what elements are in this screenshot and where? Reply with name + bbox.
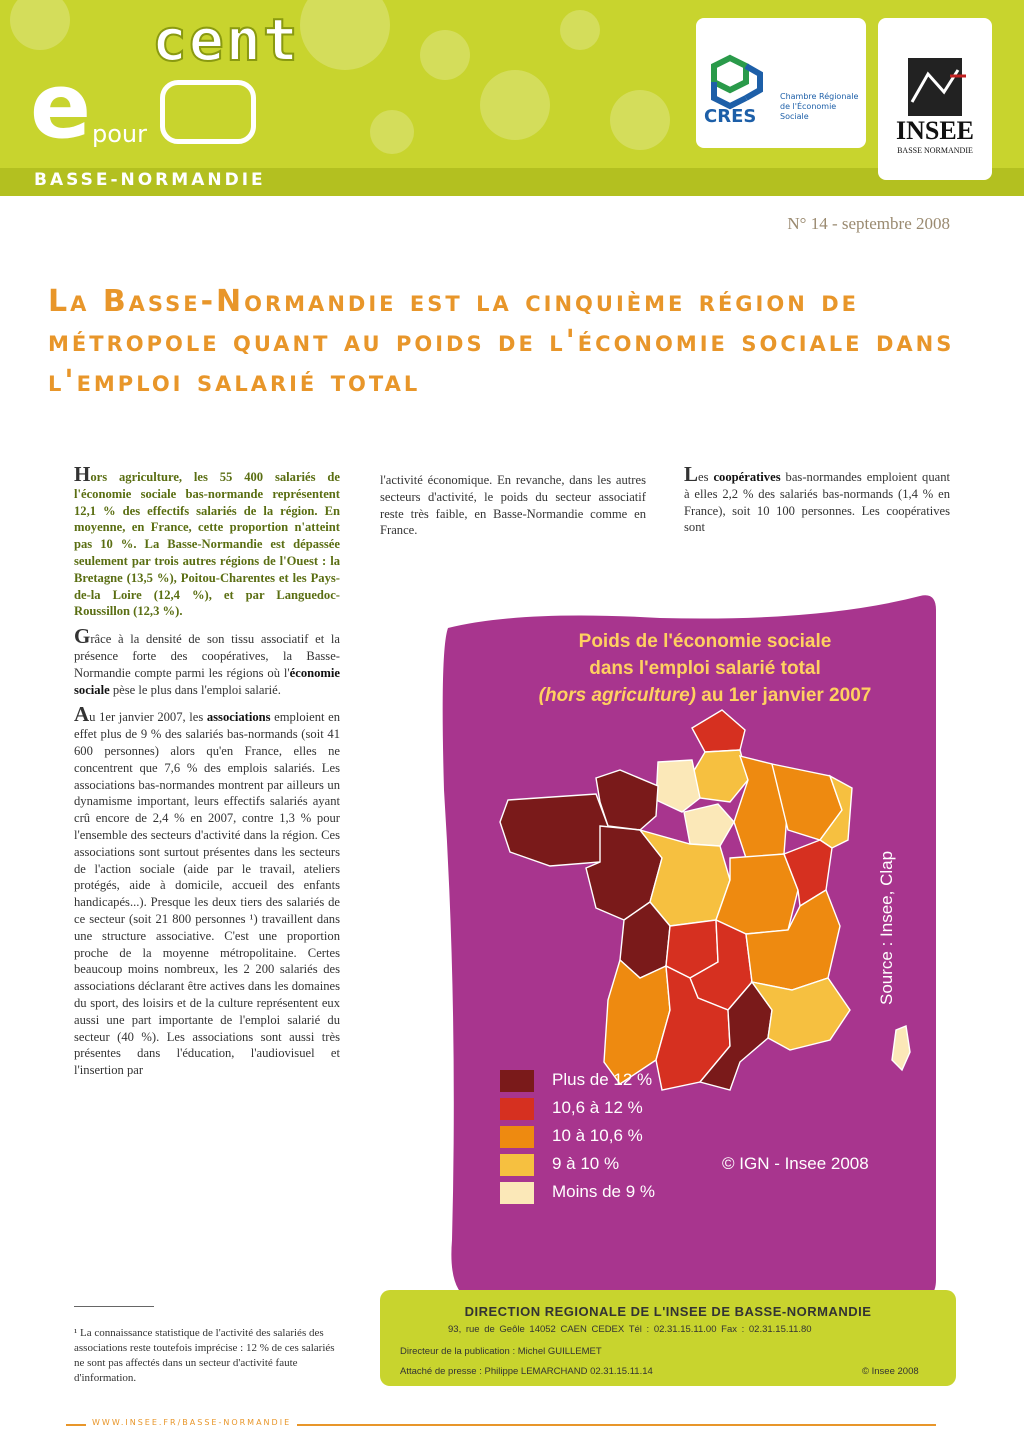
paragraph: l'activité économique. En revanche, dans les autres secteurs d'activité, le poids du secteur associatif reste très faible, en Basse-Normandie comme en France.: [380, 473, 646, 538]
bold-term: associations: [206, 710, 271, 725]
cres-logo: [696, 18, 866, 148]
drop-cap: L: [684, 462, 699, 486]
logo-e: e: [30, 54, 92, 159]
website-link[interactable]: WWW.INSEE.FR/BASSE-NORMANDIE: [86, 1418, 297, 1427]
footnote-divider: [74, 1306, 154, 1307]
logo-cent: cent: [152, 6, 300, 74]
insee-emblem-icon: [900, 52, 970, 122]
lead-text: ors agriculture, les 55 400 salariés de l'économie sociale bas-normande représentent 12,1 % des effectifs salariés de la région. En moyenne, en France, cette proportion n'atteint pas 10 %. La Basse-Normandie est dépassée seulement par trois autres régions de l'Ouest : la Bretagne (13,5 %), Poitou-Charentes et les Pays-de-la Loire (12,4 %), et par Languedoc-Roussillon (12,3 %).: [74, 470, 340, 619]
legend-swatch: [500, 1154, 534, 1176]
logo-pour: pour: [92, 120, 147, 148]
legend-swatch: [500, 1070, 534, 1092]
map-title-italic: (hors agriculture): [538, 685, 696, 706]
drop-cap: H: [74, 462, 91, 486]
map-source: Source : Insee, Clap: [877, 850, 896, 1005]
legend-swatch: [500, 1182, 534, 1204]
legend-label: 10 à 10,6 %: [552, 1126, 643, 1145]
bold-term: coopératives: [713, 470, 781, 484]
cres-description: Chambre Régionale de l'Économie Sociale: [780, 92, 859, 121]
footer-copyright: © Insee 2008: [862, 1366, 919, 1377]
map-copyright: © IGN - Insee 2008: [722, 1154, 869, 1173]
paragraph-text: bas-normandes emploient quant à elles 2,2 % des salariés bas-normands (1,4 % en France), soit 10 100 personnes. Les coopératives sont: [684, 470, 951, 535]
lead-paragraph: [74, 462, 340, 620]
map-title-line: [505, 682, 905, 709]
map-title-date: au 1er janvier 2007: [695, 685, 872, 706]
legend-label: Moins de 9 %: [552, 1182, 655, 1201]
paragraph: [684, 462, 951, 536]
paragraph-text: emploient en effet plus de 9 % des salariés bas-normands (soit 41 600 personnes) alors qu'en France, elles ne concentrent que 7,6 % des emplois salariés. Les associations bas-normandes montrent par ailleurs un dynamisme important, leurs effectifs salariés ayant crû encore de 2,4 % en 2007, contre 1,3 % pour l'ensemble des secteurs d'activité dans la région. Ces associations sont surtout présentes dans les secteurs de l'action sociale (aide par le travail, ateliers protégés, aide à domicile, accueil des enfants handicapés...). Presque les deux tiers des salariés de ce secteur (soit 21 800 personnes ¹) travaillent dans une structure associative. C'est une proportion proche de la moyenne métropolitaine. Certes beaucoup moins nombreux, les 2 200 salariés des associations déclarant être actives dans les domaines du sport, des loisirs et de la culture représentent eux aussi une part importante de l'emploi salarié du secteur (40 %). Les associations sont aussi très présentes dans l'éducation, l'audiovisuel et l'insertion par: [74, 710, 340, 1078]
paragraph-text: râce à la densité de son tissu associatif et la présence forte des coopératives, la Basse-Normandie compte parmi les régions où l': [74, 632, 340, 680]
logo-mark: [160, 80, 256, 144]
insee-logo: [878, 18, 992, 180]
page-title: La Basse-Normandie est la cinquième région de métropole quant au poids de l'économie sociale dans l'emploi salarié total: [48, 284, 955, 399]
contact-title: DIRECTION REGIONALE DE L'INSEE DE BASSE-NORMANDIE: [464, 1304, 872, 1319]
footnote: ¹ La connaissance statistique de l'activité des salariés des associations reste toutefois imprécise : 12 % de ces salariés ne sont pas affectés dans un secteur d'activité faute d'information.: [74, 1327, 335, 1384]
legend-swatch: [500, 1098, 534, 1120]
insee-subtitle: BASSE NORMANDIE: [897, 146, 973, 155]
map-title-line: dans l'emploi salarié total: [589, 658, 821, 679]
drop-cap: A: [74, 702, 90, 727]
press-attache: Attaché de presse : Philippe LEMARCHAND 02.31.15.11.14: [400, 1366, 653, 1377]
legend-label: 9 à 10 %: [552, 1154, 620, 1173]
drop-cap: G: [74, 624, 91, 649]
legend-swatch: [500, 1126, 534, 1148]
contact-address: 93, rue de Geôle 14052 CAEN CEDEX Tél : 02.31.15.11.00 Fax : 02.31.15.11.80: [448, 1324, 812, 1335]
issue-number: N° 14 - septembre 2008: [787, 214, 950, 233]
bold-term: économie sociale: [74, 665, 340, 697]
legend-label: 10,6 à 12 %: [552, 1098, 643, 1117]
cres-name: CRES: [704, 106, 757, 127]
paragraph: [74, 624, 340, 698]
legend-label: Plus de 12 %: [552, 1070, 653, 1089]
paragraph-text: u 1er janvier 2007, les: [89, 710, 207, 725]
paragraph-text: es: [698, 470, 714, 484]
region-label: BASSE-NORMANDIE: [34, 170, 266, 190]
text-column-1: [74, 462, 340, 1087]
publication-director: Directeur de la publication : Michel GUILLEMET: [400, 1346, 602, 1357]
text-column-3: [684, 462, 951, 544]
insee-name: INSEE: [895, 116, 975, 145]
map-title-line: Poids de l'économie sociale: [578, 631, 832, 652]
text-column-2: [380, 472, 646, 547]
paragraph-text: pèse le plus dans l'emploi salarié.: [109, 682, 281, 697]
map-title: [505, 628, 905, 709]
paragraph: [74, 702, 340, 1079]
